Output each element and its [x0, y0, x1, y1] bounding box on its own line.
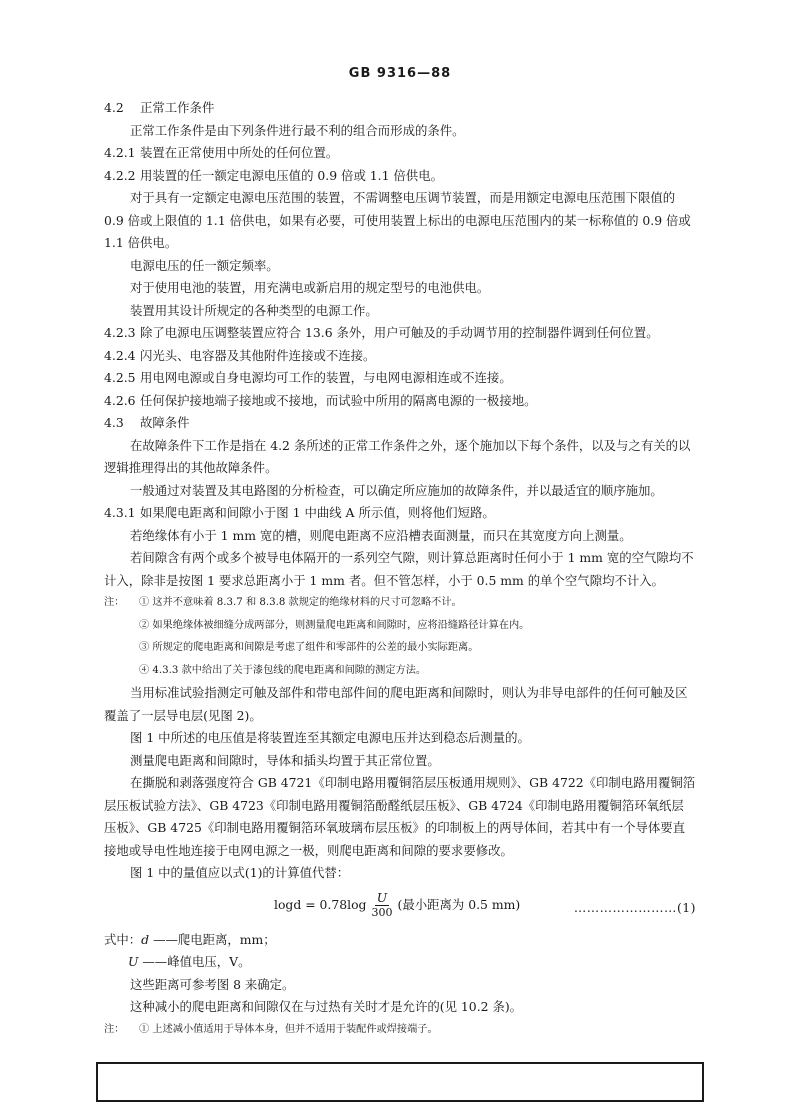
- note-item: [104, 592, 696, 615]
- note-item: [104, 637, 696, 660]
- paragraph-text: 正常工作条件是由下列条件进行最不利的组合而形成的条件。: [130, 122, 465, 138]
- formula-number: [574, 897, 696, 920]
- paragraph: [104, 727, 696, 750]
- definition-symbol: d: [141, 931, 150, 947]
- note-label: 注：: [104, 597, 125, 608]
- bottom-frame-border: [96, 1062, 704, 1102]
- formula-definitions: [104, 929, 696, 974]
- paragraph: [104, 682, 696, 727]
- paragraph-text: 装置在正常使用中所处的任何位置。: [140, 145, 339, 160]
- paragraph-text: 若绝缘体有小于 1 mm 宽的槽，则爬电距离不应沿槽表面测量，而只在其宽度方向上测量。: [130, 527, 632, 543]
- paragraph-text: 在撕脱和剥落强度符合 GB 4721《印制电路用覆铜箔层压板通用规则》、GB 4722《印制电路用覆铜箔层压板试验方法》、GB 4723《印制电路用覆铜箔酚醛纸层压板》、GB 4724《印制电路用覆铜箔环氧纸层压板》、GB 4725《印制电路用覆铜箔环氧玻璃布层压板》的印制板上的两导体间，若其中有一个导体要直接地或导电性地连接于电网电源之一极，则爬电距离和间隙的要求要修改。: [104, 775, 696, 858]
- formula-denominator: 300: [371, 905, 393, 919]
- paragraph-text: 任何保护接地端子接地或不接地，而试验中所用的隔离电源的一极接地。: [140, 392, 537, 408]
- paragraph-text: 这些距离可参考图 8 来确定。: [130, 976, 295, 992]
- paragraph-text: 当用标准试验指测定可触及部件和带电部件间的爬电距离和间隙时，则认为非导电部件的任何可触及区覆盖了一层导电层(见图 2)。: [104, 685, 688, 723]
- paragraph-text: 用电网电源或自身电源均可工作的装置，与电网电源相连或不连接。: [140, 370, 512, 385]
- clause-heading: [104, 390, 696, 413]
- paragraph: [104, 996, 696, 1019]
- note-text: ③ 所规定的爬电距离和间隙是考虑了组件和零部件的公差的最小实际距离。: [139, 642, 479, 653]
- formula-expression: [274, 891, 520, 920]
- paragraph: [104, 435, 696, 480]
- note-text: ① 上述减小值适用于导体本身，但并不适用于装配件或焊接端子。: [139, 1023, 438, 1035]
- notes-block: [104, 1019, 696, 1042]
- paragraph-text: 在故障条件下工作是指在 4.2 条所述的正常工作条件之外，逐个施加以下每个条件，以及与之有关的以逻辑推理得出的其他故障条件。: [104, 437, 691, 475]
- paragraph: [104, 772, 696, 862]
- paragraph: [104, 255, 696, 278]
- clause-heading: [104, 412, 696, 435]
- definition-desc: ——爬电距离，mm；: [153, 931, 276, 947]
- paragraph: [104, 187, 696, 255]
- paragraph-text: 若间隙含有两个或多个被导电体隔开的一系列空气隙，则计算总距离时任何小于 1 mm 宽的空气隙均不计入，除非是按图 1 要求总距离小于 1 mm 者。但不管怎样，小于 0.5 mm 的单个空气隙均不计入。: [104, 550, 694, 588]
- clause-heading: [104, 367, 696, 390]
- paragraph-text: 一般通过对装置及其电路图的分析检查，可以确定所应施加的故障条件，并以最适宜的顺序施加。: [130, 482, 663, 498]
- paragraph: [104, 277, 696, 300]
- note-text: ② 如果绝缘体被细缝分成两部分，则测量爬电距离和间隙时，应将沿缝路径计算在内。: [139, 619, 530, 631]
- paragraph-text: 除了电源电压调整装置应符合 13.6 条外，用户可触及的手动调节用的控制器件调到任何位置。: [140, 325, 659, 340]
- document-body: [104, 97, 696, 1041]
- definitions-prefix: 式中：: [104, 931, 142, 947]
- section-block-normal-conditions: [104, 97, 696, 592]
- paragraph: [104, 525, 696, 548]
- notes-block: [104, 592, 696, 682]
- clause-heading: [104, 97, 696, 120]
- clause-number: 4.2.3: [104, 325, 136, 340]
- paragraph: [104, 480, 696, 503]
- formula-fraction: [370, 891, 395, 920]
- paragraph: [104, 862, 696, 885]
- paragraph-text: 这种减小的爬电距离和间隙仅在与过热有关时才是允许的(见 10.2 条)。: [130, 999, 523, 1014]
- section-block-creepage: [104, 682, 696, 885]
- paragraph-text: 电源电压的任一额定频率。: [130, 257, 279, 273]
- paragraph-text: 对于使用电池的装置，用充满电或新启用的规定型号的电池供电。: [130, 280, 490, 295]
- clause-heading: [104, 322, 696, 345]
- clause-number: 4.2.2: [104, 167, 136, 183]
- formula-1: [104, 885, 696, 929]
- note-text: ④ 4.3.3 款中给出了关于漆包线的爬电距离和间隙的测定方法。: [139, 664, 427, 676]
- document-header: GB 9316—88: [348, 66, 452, 81]
- clause-number: 4.2.4: [104, 347, 136, 363]
- paragraph-text: 装置用其设计所规定的各种类型的电源工作。: [130, 302, 378, 318]
- paragraph-text: 正常工作条件: [140, 100, 215, 115]
- paragraph-text: 图 1 中所述的电压值是将装置连至其额定电源电压并达到稳态后测量的。: [130, 730, 530, 745]
- clause-number: 4.2.1: [104, 145, 136, 160]
- note-item: [104, 615, 696, 638]
- paragraph-text: 对于具有一定额定电源电压范围的装置，不需调整电压调节装置，而是用额定电源电压范围下限值的 0.9 倍或上限值的 1.1 倍供电，如果有必要，可使用装置上标出的电源电压范围内的某一标称值的 0.9 倍或 1.1 倍供电。: [104, 190, 691, 250]
- definition-u: [104, 951, 696, 974]
- formula-numerator: U: [376, 889, 388, 905]
- formula-condition: (最小距离为 0.5 mm): [397, 896, 521, 912]
- paragraph-text: 图 1 中的量值应以式(1)的计算值代替：: [130, 865, 350, 880]
- paragraph: [104, 750, 696, 773]
- paragraph-text: 闪光头、电容器及其他附件连接或不连接。: [140, 347, 376, 363]
- formula-equation-number: (1): [676, 899, 696, 915]
- clause-number: 4.3.1: [104, 505, 136, 520]
- formula-lhs: logd = 0.78log: [274, 896, 367, 912]
- clause-number: 4.2.6: [104, 392, 136, 408]
- section-block-reduced-values: [104, 974, 696, 1019]
- clause-number: 4.2.5: [104, 370, 136, 385]
- note-item: [104, 1019, 696, 1042]
- paragraph: [104, 974, 696, 997]
- note-item: [104, 660, 696, 683]
- clause-heading: [104, 165, 696, 188]
- clause-number: 4.3: [104, 415, 124, 430]
- clause-heading: [104, 345, 696, 368]
- clause-heading: [104, 502, 696, 525]
- paragraph: [104, 120, 696, 143]
- note-text: ① 这并不意味着 8.3.7 和 8.3.8 款规定的绝缘材料的尺寸可忽略不计。: [139, 597, 462, 608]
- paragraph-text: 如果爬电距离和间隙小于图 1 中曲线 A 所示值，则将他们短路。: [140, 505, 495, 520]
- note-label: 注：: [104, 1023, 125, 1035]
- paragraph-text: 用装置的任一额定电源电压值的 0.9 倍或 1.1 倍供电。: [140, 167, 443, 183]
- definition-desc: ——峰值电压，V。: [142, 954, 251, 969]
- clause-number: 4.2: [104, 100, 124, 115]
- clause-heading: [104, 142, 696, 165]
- paragraph: [104, 547, 696, 592]
- paragraph-text: 测量爬电距离和间隙时，导体和插头均置于其正常位置。: [130, 752, 440, 768]
- paragraph-text: 故障条件: [140, 415, 190, 430]
- definition-d: [104, 929, 696, 952]
- definition-symbol: U: [128, 954, 139, 969]
- formula-dots: ……………………: [573, 899, 677, 915]
- paragraph: [104, 300, 696, 323]
